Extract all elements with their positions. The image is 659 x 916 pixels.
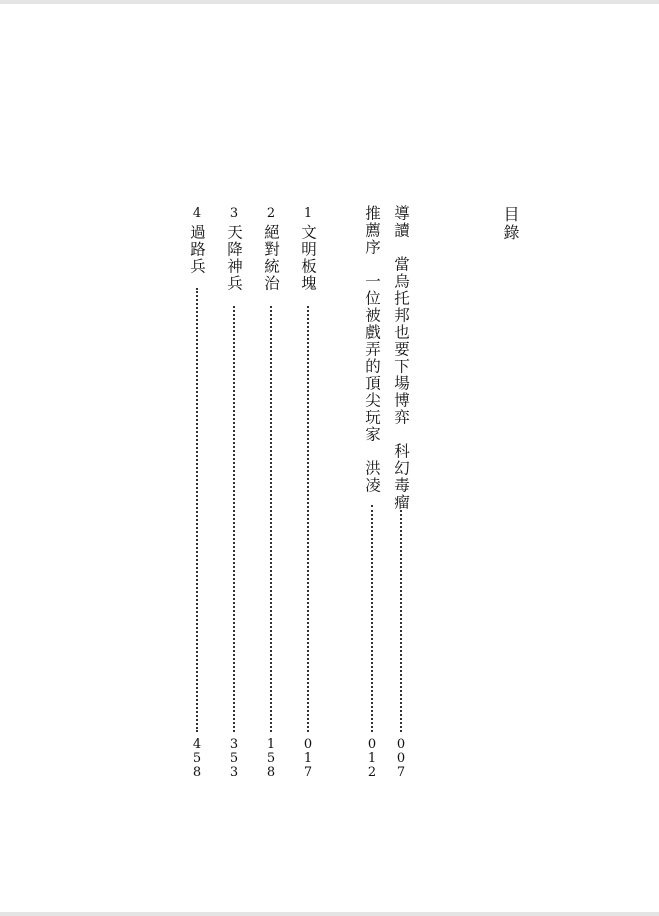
toc-page-number: 4 5 8 <box>192 737 202 780</box>
chapter-number: 2 <box>266 206 276 221</box>
toc-page-number: 1 5 8 <box>266 737 276 780</box>
chapter-number: 3 <box>229 206 239 221</box>
chapter-number: 1 <box>303 206 313 221</box>
bottom-border <box>0 912 659 916</box>
top-border <box>0 0 659 4</box>
toc-title: 目錄 <box>501 206 520 242</box>
toc-entry-label: 文明板塊 <box>299 224 317 292</box>
toc-page-number: 0 0 7 <box>396 737 406 780</box>
toc-page-number: 0 1 2 <box>367 737 377 780</box>
leader-dots <box>196 288 198 732</box>
toc-entry-label: 推薦序 一位被戲弄的頂尖玩家 洪凌 <box>363 205 381 494</box>
leader-dots <box>307 306 309 732</box>
leader-dots <box>233 306 235 732</box>
toc-entry-label: 過路兵 <box>188 224 206 275</box>
toc-entry-label: 天降神兵 <box>225 224 243 292</box>
toc-page-number: 0 1 7 <box>303 737 313 780</box>
leader-dots <box>400 510 402 732</box>
toc-entry-label: 導讀 當烏托邦也要下場博弈 科幻毒瘤 <box>392 205 410 511</box>
leader-dots <box>371 505 373 732</box>
leader-dots <box>270 306 272 732</box>
toc-entry-label: 絕對統治 <box>262 224 280 292</box>
toc-page-number: 3 5 3 <box>229 737 239 780</box>
chapter-number: 4 <box>192 206 202 221</box>
